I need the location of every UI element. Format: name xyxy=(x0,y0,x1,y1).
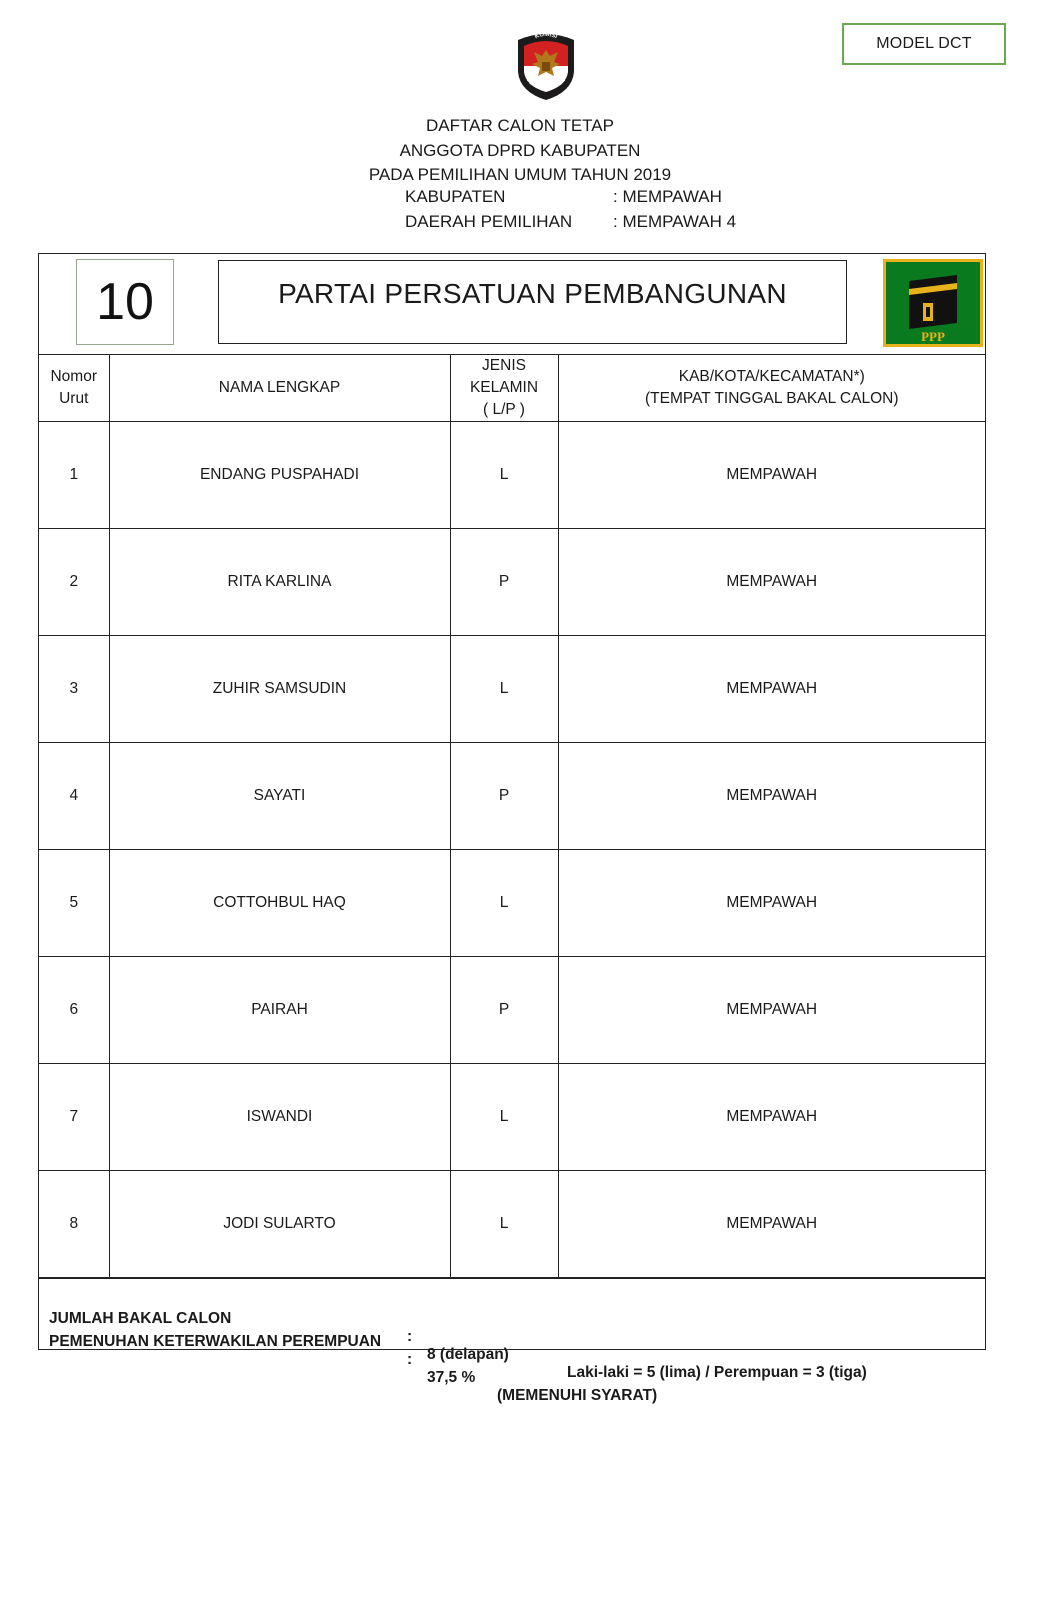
cell-name: ISWANDI xyxy=(109,1064,450,1171)
cell-no: 3 xyxy=(39,636,109,743)
svg-text:KOMISI: KOMISI xyxy=(534,31,559,41)
keterwakilan-label: PEMENUHAN KETERWAKILAN PEREMPUAN xyxy=(49,1333,382,1350)
cell-sex: L xyxy=(450,1171,558,1278)
table-row xyxy=(39,1064,985,1171)
svg-text:PEMILIHAN UMUM: PEMILIHAN UMUM xyxy=(525,77,567,93)
dapil-label: DAERAH PEMILIHAN xyxy=(405,212,573,231)
cell-sex: L xyxy=(450,850,558,957)
cell-name: ENDANG PUSPAHADI xyxy=(109,422,450,529)
cell-no: 6 xyxy=(39,957,109,1064)
cell-name: RITA KARLINA xyxy=(109,529,450,636)
dapil-row xyxy=(405,212,736,232)
cell-sex: P xyxy=(450,743,558,850)
candidate-list-table xyxy=(38,253,986,1404)
cell-no: 5 xyxy=(39,850,109,957)
table-row xyxy=(39,1171,985,1278)
keterwakilan-status: (MEMENUHI SYARAT) xyxy=(497,1387,658,1404)
cell-sex: L xyxy=(450,422,558,529)
heading-line-1: DAFTAR CALON TETAP xyxy=(426,116,614,135)
header-jenis-kelamin: JENIS KELAMIN ( L/P ) xyxy=(450,355,558,422)
party-number: 10 xyxy=(76,259,174,345)
kpu-logo xyxy=(512,28,580,102)
cell-name: JODI SULARTO xyxy=(109,1171,450,1278)
summary-section xyxy=(39,1278,985,1404)
party-name: PARTAI PERSATUAN PEMBANGUNAN xyxy=(218,260,847,344)
document-heading xyxy=(0,114,1040,188)
kabupaten-label: KABUPATEN xyxy=(405,187,506,206)
cell-no: 7 xyxy=(39,1064,109,1171)
cell-no: 8 xyxy=(39,1171,109,1278)
cell-sex: L xyxy=(450,636,558,743)
jumlah-colon: : xyxy=(407,1328,413,1345)
cell-name: ZUHIR SAMSUDIN xyxy=(109,636,450,743)
header-tempat-tinggal: KAB/KOTA/KECAMATAN*) (TEMPAT TINGGAL BAKAL CALON) xyxy=(558,355,985,422)
cell-place: MEMPAWAH xyxy=(558,957,985,1064)
jumlah-value: 8 (delapan) xyxy=(427,1346,509,1363)
gender-breakdown: Laki-laki = 5 (lima) / Perempuan = 3 (tiga) xyxy=(567,1364,867,1381)
cell-no: 1 xyxy=(39,422,109,529)
cell-name: SAYATI xyxy=(109,743,450,850)
candidate-table xyxy=(39,355,985,1278)
ppp-logo xyxy=(883,259,983,347)
svg-text:PPP: PPP xyxy=(921,329,945,344)
cell-no: 4 xyxy=(39,743,109,850)
model-dct-label: MODEL DCT xyxy=(842,23,1006,65)
table-row xyxy=(39,529,985,636)
cell-place: MEMPAWAH xyxy=(558,529,985,636)
heading-line-2: ANGGOTA DPRD KABUPATEN xyxy=(399,140,641,160)
table-row xyxy=(39,636,985,743)
cell-name: PAIRAH xyxy=(109,957,450,1064)
table-row xyxy=(39,957,985,1064)
table-header-row xyxy=(39,355,985,422)
cell-name: COTTOHBUL HAQ xyxy=(109,850,450,957)
party-header xyxy=(39,254,985,355)
cell-place: MEMPAWAH xyxy=(558,743,985,850)
cell-sex: L xyxy=(450,1064,558,1171)
heading-line-3: PADA PEMILIHAN UMUM TAHUN 2019 xyxy=(368,165,672,184)
jumlah-label: JUMLAH BAKAL CALON xyxy=(49,1310,232,1327)
cell-sex: P xyxy=(450,957,558,1064)
cell-place: MEMPAWAH xyxy=(558,1171,985,1278)
cell-sex: P xyxy=(450,529,558,636)
cell-place: MEMPAWAH xyxy=(558,850,985,957)
table-row xyxy=(39,422,985,529)
kabupaten-row xyxy=(405,187,722,207)
table-row xyxy=(39,850,985,957)
cell-place: MEMPAWAH xyxy=(558,422,985,529)
keterwakilan-value: 37,5 % xyxy=(427,1369,476,1386)
header-nomor-urut: Nomor Urut xyxy=(39,355,109,422)
dapil-value: : MEMPAWAH 4 xyxy=(613,212,737,231)
table-row xyxy=(39,743,985,850)
cell-place: MEMPAWAH xyxy=(558,636,985,743)
cell-place: MEMPAWAH xyxy=(558,1064,985,1171)
keterwakilan-colon: : xyxy=(407,1351,413,1368)
kabupaten-value: : MEMPAWAH xyxy=(613,187,722,206)
header-nama-lengkap: NAMA LENGKAP xyxy=(109,355,450,422)
cell-no: 2 xyxy=(39,529,109,636)
